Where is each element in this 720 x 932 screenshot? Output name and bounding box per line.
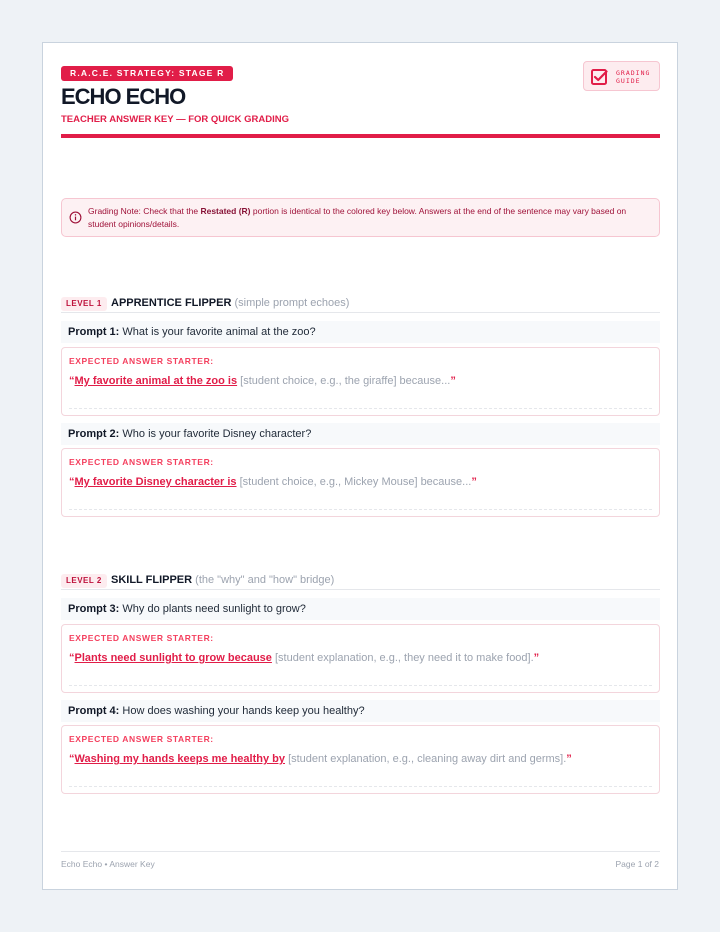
prompt-label: Prompt 3: — [68, 603, 120, 615]
restated-stem: My favorite Disney character is — [74, 476, 237, 488]
answer-key-page — [42, 42, 678, 890]
note-prefix: Grading Note: Check that the — [88, 206, 201, 216]
answer-box-2 — [61, 448, 660, 517]
level-1-header — [61, 295, 660, 313]
badge-line-2: GUIDE — [616, 77, 641, 85]
grading-note-text — [88, 205, 654, 231]
answer-starter — [69, 375, 456, 387]
open-quote: “ — [69, 375, 75, 387]
page-title: ECHO ECHO — [61, 84, 186, 109]
answer-box-4 — [61, 725, 660, 794]
level-title: APPRENTICE FLIPPER — [111, 297, 232, 309]
answer-label: EXPECTED ANSWER STARTER: — [69, 633, 214, 643]
restated-stem: Washing my hands keeps me healthy by — [74, 753, 285, 765]
answer-label: EXPECTED ANSWER STARTER: — [69, 356, 214, 366]
close-quote: ” — [450, 375, 456, 387]
answer-variable: [student choice, e.g., Mickey Mouse] because... — [239, 476, 472, 488]
restated-stem: Plants need sunlight to grow because — [74, 652, 272, 664]
prompt-1 — [61, 321, 660, 343]
prompt-question: What is your favorite animal at the zoo? — [122, 326, 316, 338]
grading-note — [61, 198, 660, 237]
open-quote: “ — [69, 476, 75, 488]
note-suffix: portion is identical to the colored key below. Answers at the end of the sentence may vary based on student opinions/details. — [88, 206, 627, 229]
level-description: (simple prompt echoes) — [234, 297, 350, 309]
level-2-header — [61, 572, 660, 590]
footer-document-name: Echo Echo • Answer Key — [61, 859, 155, 869]
answer-line — [69, 509, 652, 510]
info-icon — [69, 211, 82, 224]
open-quote: “ — [69, 753, 75, 765]
prompt-4 — [61, 700, 660, 722]
answer-label: EXPECTED ANSWER STARTER: — [69, 457, 214, 467]
note-emphasis: Restated (R) — [200, 206, 251, 216]
prompt-question: Who is your favorite Disney character? — [122, 428, 312, 440]
level-title: SKILL FLIPPER — [111, 574, 193, 586]
page-subtitle: TEACHER ANSWER KEY — FOR QUICK GRADING — [61, 114, 290, 125]
close-quote: ” — [533, 652, 540, 664]
open-quote: “ — [69, 652, 75, 664]
answer-variable: [student explanation, e.g., they need it to make food]. — [274, 652, 534, 664]
prompt-label: Prompt 1: — [68, 326, 120, 338]
answer-line — [69, 786, 652, 787]
stage-label: R.A.C.E. STRATEGY: STAGE R — [61, 66, 233, 81]
answer-starter — [69, 753, 572, 765]
checkbox-check-icon — [590, 68, 608, 86]
footer-page-number: Page 1 of 2 — [615, 859, 659, 869]
level-tag: LEVEL 1 — [61, 297, 107, 311]
restated-stem: My favorite animal at the zoo is — [74, 375, 238, 387]
answer-line — [69, 408, 652, 409]
prompt-question: How does washing your hands keep you healthy? — [122, 705, 365, 717]
answer-box-3 — [61, 624, 660, 693]
prompt-label: Prompt 2: — [68, 428, 120, 440]
level-description: (the "why" and "how" bridge) — [195, 574, 335, 586]
prompt-3 — [61, 598, 660, 620]
answer-starter — [69, 652, 539, 664]
badge-label — [616, 69, 660, 85]
close-quote: ” — [566, 753, 572, 765]
header-divider — [61, 134, 660, 138]
close-quote: ” — [471, 476, 477, 488]
answer-variable: [student choice, e.g., the giraffe] because... — [240, 375, 451, 387]
prompt-label: Prompt 4: — [68, 705, 120, 717]
level-name — [111, 574, 334, 586]
level-tag: LEVEL 2 — [61, 574, 107, 588]
answer-line — [69, 685, 652, 686]
answer-variable: [student explanation, e.g., cleaning away dirt and germs]. — [288, 753, 567, 765]
footer-divider — [61, 851, 660, 852]
prompt-2 — [61, 423, 660, 445]
answer-box-1 — [61, 347, 660, 416]
prompt-question: Why do plants need sunlight to grow? — [122, 603, 306, 615]
badge-line-1: GRADING — [616, 69, 651, 77]
answer-label: EXPECTED ANSWER STARTER: — [69, 734, 214, 744]
level-name — [111, 297, 349, 309]
answer-starter — [69, 476, 477, 488]
grading-guide-badge — [583, 61, 660, 91]
